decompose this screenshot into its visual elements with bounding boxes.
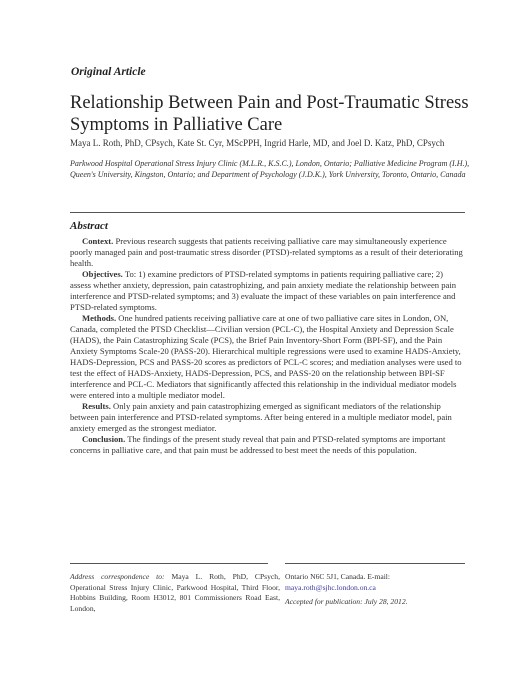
abstract-section-head: Objectives.: [82, 269, 123, 279]
correspondence-note-continued: [285, 572, 470, 608]
abstract-section-text: To: 1) examine predictors of PTSD-related symptoms in patients requiring palliative care; 2) assess whether anxiety, depression, pain catastrophizing, and pain anxiety mediate the relationship between pain interference and PTSD-related symptoms; and 3) evaluate the impact of these variables on pain interference and PTSD-related symptoms.: [70, 269, 457, 312]
abstract-heading: Abstract: [70, 220, 108, 232]
abstract-body: [70, 236, 465, 456]
abstract-context: [70, 236, 465, 269]
email-link[interactable]: maya.roth@sjhc.london.on.ca: [285, 582, 376, 592]
affiliations: Parkwood Hospital Operational Stress Injury Clinic (M.L.R., K.S.C.), London, Ontario; Palliative Medicine Program (I.H.), Queen's University, Kingston, Ontario; and Department of Psychology (J.D.K.), York University, Toronto, Ontario, Canada: [70, 159, 470, 179]
abstract-section-text: The findings of the present study reveal that pain and PTSD-related symptoms are important concerns in palliative care, and that pain must be addressed to best meet the needs of this population.: [70, 434, 446, 455]
abstract-methods: [70, 313, 465, 401]
abstract-conclusion: [70, 434, 465, 456]
abstract-section-text: One hundred patients receiving palliative care at one of two palliative care sites in London, ON, Canada, completed the PTSD Checklist—Civilian version (PCL-C), the Hospital Anxiety and Depression Scale (HADS), the Pain Catastrophizing Scale (PCS), the Brief Pain Inventory-Short Form (BPI-SF), and the Pain Anxiety Symptoms Scale-20 (PASS-20). Hierarchical multiple regressions were used to examine HADS-Anxiety, HADS-Depression, PCS and PASS-20 scores as predictors of PCL-C scores; and mediation analyses were used to test the effect of HADS-Anxiety, HADS-Depression, PCS, and PASS-20 on the relationship between BPI-SF interference and PCL-C. Mediators that significantly affected this relationship in the individual mediator models were entered into a multiple mediator model.: [70, 313, 462, 400]
abstract-section-head: Context.: [82, 236, 114, 246]
footnote-rule-left: [70, 563, 268, 564]
abstract-section-head: Conclusion.: [82, 434, 126, 444]
abstract-top-rule: [70, 212, 465, 213]
footnote-rule-right: [285, 563, 465, 564]
correspondence-note: [70, 572, 280, 614]
abstract-section-text: Previous research suggests that patients receiving palliative care may simultaneously experience poorly managed pain and post-traumatic stress disorder (PTSD)-related symptoms as a result of their deteriorating health.: [70, 236, 463, 268]
correspondence-lead: Address correspondence to:: [70, 572, 165, 581]
section-label: Original Article: [71, 66, 146, 78]
accepted-date: Accepted for publication: July 28, 2012.: [285, 597, 408, 606]
abstract-section-head: Methods.: [82, 313, 117, 323]
correspondence-address-end: Ontario N6C 5J1, Canada. E-mail:: [285, 572, 391, 581]
abstract-objectives: [70, 269, 465, 313]
abstract-results: [70, 401, 465, 434]
abstract-section-head: Results.: [82, 401, 111, 411]
correspondence-address: Maya L. Roth, PhD, CPsych, Operational Stress Injury Clinic, Parkwood Hospital, Third Floor, Hobbins Building, Room H3012, 801 Commissioners Road East, London,: [70, 572, 280, 613]
abstract-section-text: Only pain anxiety and pain catastrophizing emerged as significant mediators of the relationship between pain interference and PTSD-related symptoms. After being entered in a multiple mediator model, pain anxiety emerged as the strongest mediator.: [70, 401, 452, 433]
author-list: Maya L. Roth, PhD, CPsych, Kate St. Cyr, MScPPH, Ingrid Harle, MD, and Joel D. Katz, PhD, CPsych: [70, 138, 445, 148]
article-title: Relationship Between Pain and Post-Traumatic Stress Symptoms in Palliative Care: [70, 93, 469, 135]
